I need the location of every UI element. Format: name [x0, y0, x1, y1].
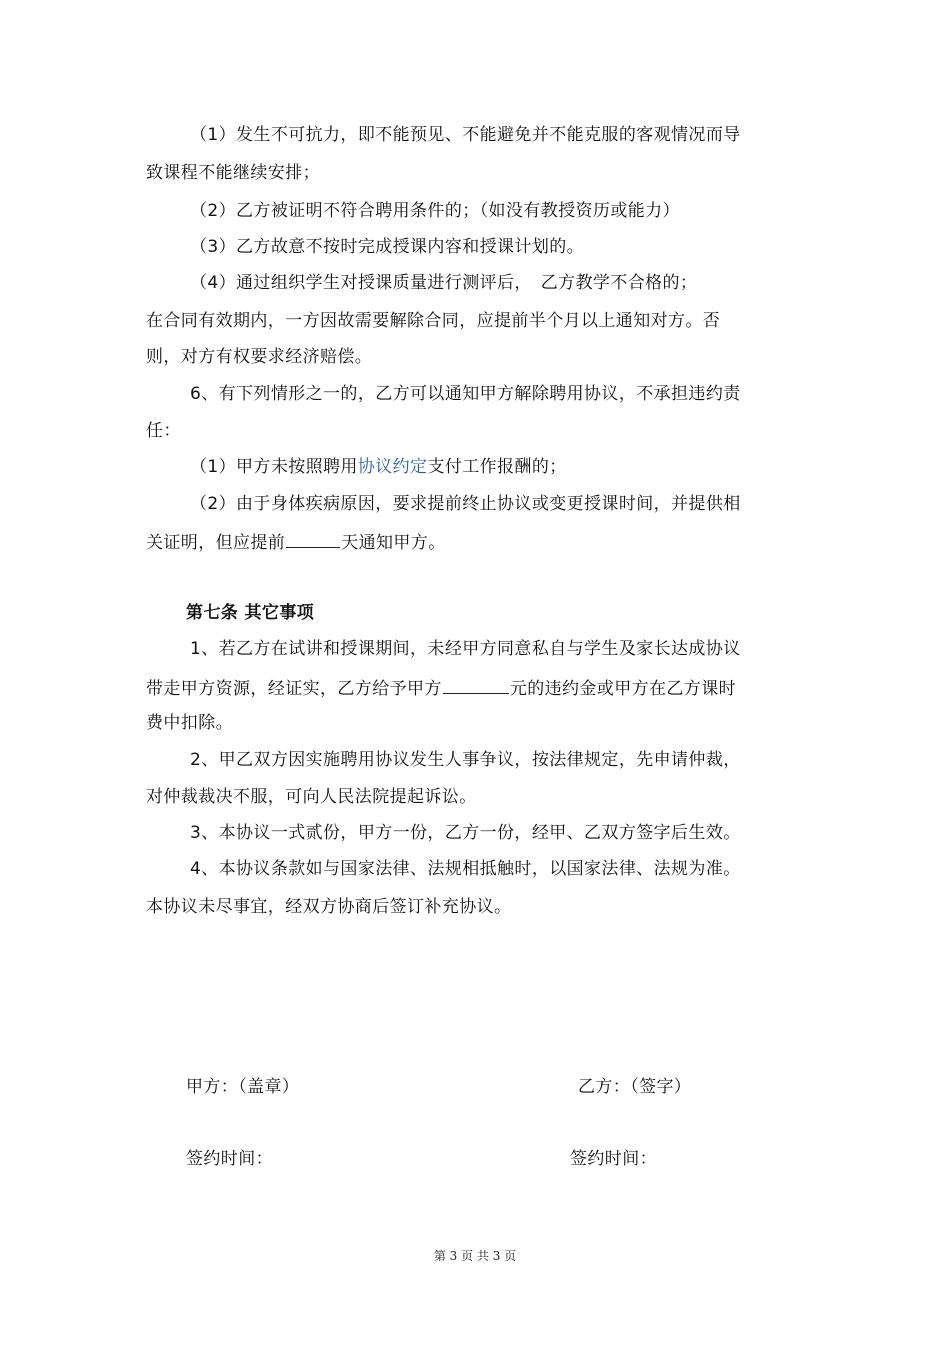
point6-item1 [190, 455, 567, 479]
clause6-item1-line2: 致课程不能继续安排； [146, 163, 320, 183]
point6-item2-prefix: 关证明，但应提前 [146, 533, 286, 553]
party-b-date-label: 签约时间： [570, 1149, 657, 1169]
clause7-p3: 3、本协议一式贰份，甲方一份，乙方一份，经甲、乙双方签字后生效。 [190, 823, 741, 843]
clause7-p1-suffix: 元的违约金或甲方在乙方课时 [509, 679, 737, 699]
agreement-terms-link[interactable]: 协议约定 [357, 457, 428, 477]
clause7-title: 第七条 其它事项 [186, 603, 315, 623]
clause7-p1-line2 [146, 675, 736, 701]
party-a-date-label: 签约时间： [186, 1149, 273, 1169]
clause7-p2-line2: 对仲裁裁决不服，可向人民法院提起诉讼。 [146, 787, 477, 807]
point6-item2-suffix: 天通知甲方。 [341, 533, 446, 553]
point6-item1-suffix: 支付工作报酬的； [427, 457, 567, 477]
point6-heading-line2: 任： [146, 421, 181, 441]
point6-heading-line1: 6、有下列情形之一的，乙方可以通知甲方解除聘用协议，不承担违约责 [190, 384, 741, 404]
party-b-signature-label: 乙方：（签字） [578, 1077, 692, 1097]
party-a-seal-label: 甲方：（盖章） [186, 1077, 300, 1097]
clause7-p4-line1: 4、本协议条款如与国家法律、法规相抵触时，以国家法律、法规为准。 [190, 859, 741, 879]
clause6-item2: （2）乙方被证明不符合聘用条件的；（如没有教授资历或能力） [190, 201, 680, 221]
point6-item2-line2 [146, 529, 446, 555]
page-number: 第 3 页 共 3 页 [433, 1249, 517, 1263]
notice-days-blank[interactable] [286, 529, 340, 548]
clause7-p2-line1: 2、甲乙双方因实施聘用协议发生人事争议，按法律规定，先申请仲裁， [190, 750, 741, 770]
termination-notice-line2: 则，对方有权要求经济赔偿。 [146, 347, 373, 367]
clause6-item3: （3）乙方故意不按时完成授课内容和授课计划的。 [190, 237, 585, 257]
clause7-p4-line2: 本协议未尽事宜，经双方协商后签订补充协议。 [146, 897, 512, 917]
clause7-p1-line3: 费中扣除。 [146, 713, 233, 733]
point6-item2-line1: （2）由于身体疾病原因，要求提前终止协议或变更授课时间，并提供相 [190, 494, 741, 514]
clause7-p1-line1: 1、若乙方在试讲和授课期间，未经甲方同意私自与学生及家长达成协议 [190, 639, 741, 659]
termination-notice-line1: 在合同有效期内，一方因故需要解除合同，应提前半个月以上通知对方。否 [146, 311, 721, 331]
point6-item1-prefix: （1）甲方未按照聘用 [190, 457, 358, 477]
penalty-amount-blank[interactable] [443, 675, 509, 694]
clause6-item1-line1: （1）发生不可抗力，即不能预见、不能避免并不能克服的客观情况而导 [190, 125, 741, 145]
clause7-p1-prefix: 带走甲方资源，经证实，乙方给予甲方 [146, 679, 442, 699]
clause6-item4: （4）通过组织学生对授课质量进行测评后， 乙方教学不合格的； [190, 273, 698, 293]
